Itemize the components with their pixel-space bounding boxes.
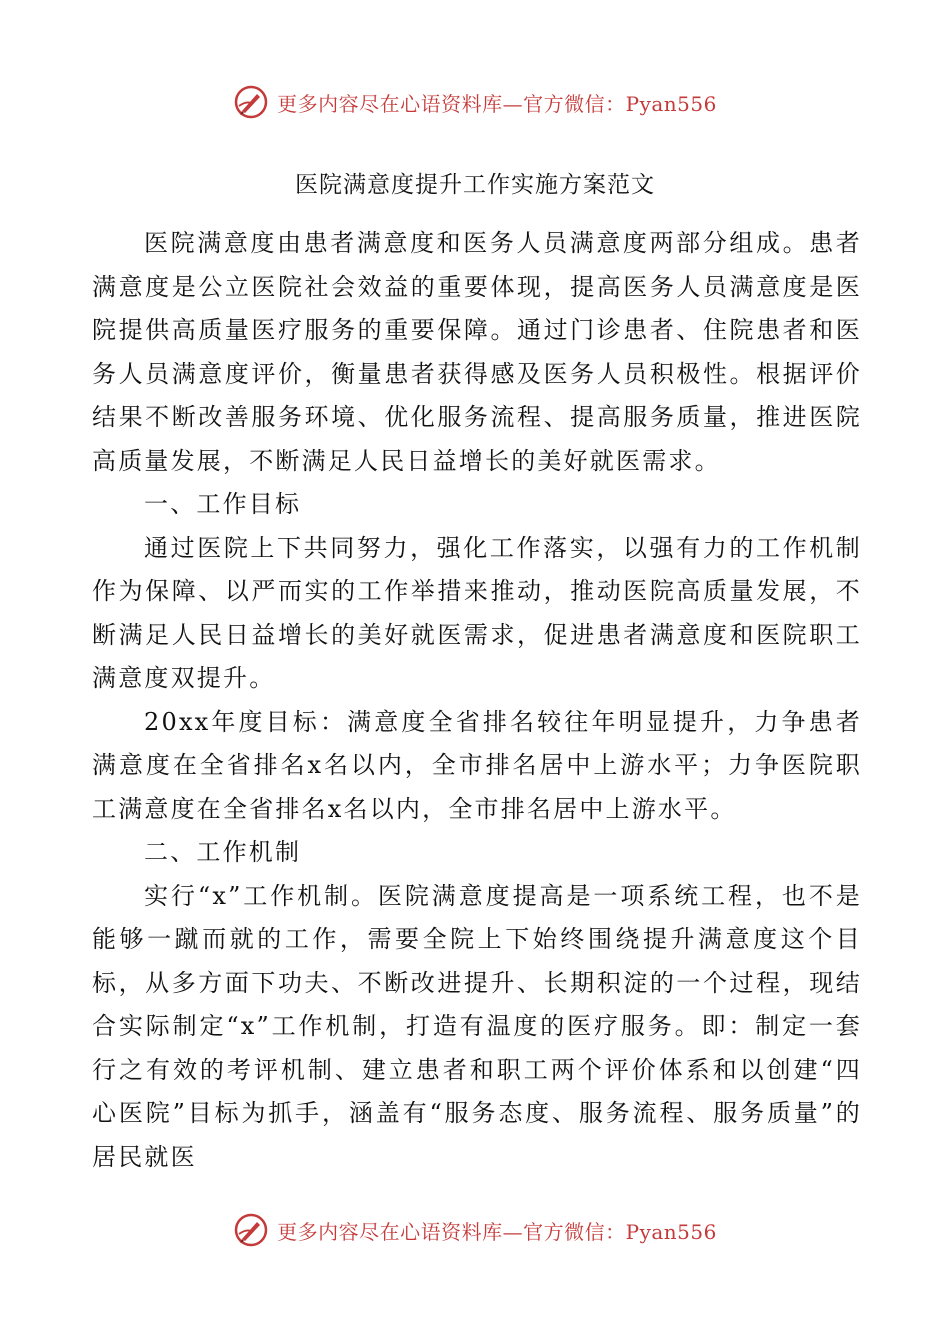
document-title: 医院满意度提升工作实施方案范文	[295, 172, 655, 198]
watermark-text: 更多内容尽在心语资料库—官方微信：Pyan556	[277, 91, 717, 116]
section-heading-goals: 一、工作目标	[144, 490, 302, 518]
watermark-footer	[0, 1208, 950, 1252]
intro-paragraph: 医院满意度由患者满意度和医务人员满意度两部分组成。患者满意度是公立医院社会效益的重要体现，提高医务人员满意度是医院提供高质量医疗服务的重要保障。通过门诊患者、住院患者和医务人员满意度评价，衡量患者获得感及医务人员积极性。根据评价结果不断改善服务环境、优化服务流程、提高服务质量，推进医院高质量发展，不断满足人民日益增长的美好就医需求。	[92, 229, 862, 475]
section-heading-mechanism: 二、工作机制	[144, 838, 302, 866]
watermark-text: 更多内容尽在心语资料库—官方微信：Pyan556	[277, 1219, 717, 1244]
document-body	[92, 222, 862, 1179]
goals-paragraph: 通过医院上下共同努力，强化工作落实，以强有力的工作机制作为保障、以严而实的工作举措来推动，推动医院高质量发展，不断满足人民日益增长的美好就医需求，促进患者满意度和医院职工满意度双提升。	[92, 533, 862, 692]
annual-goal-paragraph: 20xx年度目标：满意度全省排名较往年明显提升，力争患者满意度在全省排名x名以内，全市排名居中上游水平；力争医院职工满意度在全省排名x名以内，全市排名居中上游水平。	[92, 707, 862, 823]
watermark-header	[0, 80, 950, 124]
pen-logo-icon	[233, 84, 269, 120]
pen-logo-icon	[233, 1212, 269, 1248]
mechanism-paragraph: 实行“x”工作机制。医院满意度提高是一项系统工程，也不是能够一蹴而就的工作，需要全院上下始终围绕提升满意度这个目标，从多方面下功夫、不断改进提升、长期积淀的一个过程，现结合实际制定“x”工作机制，打造有温度的医疗服务。即：制定一套行之有效的考评机制、建立患者和职工两个评价体系和以创建“四心医院”目标为抓手，涵盖有“服务态度、服务流程、服务质量”的居民就医	[92, 881, 862, 1171]
